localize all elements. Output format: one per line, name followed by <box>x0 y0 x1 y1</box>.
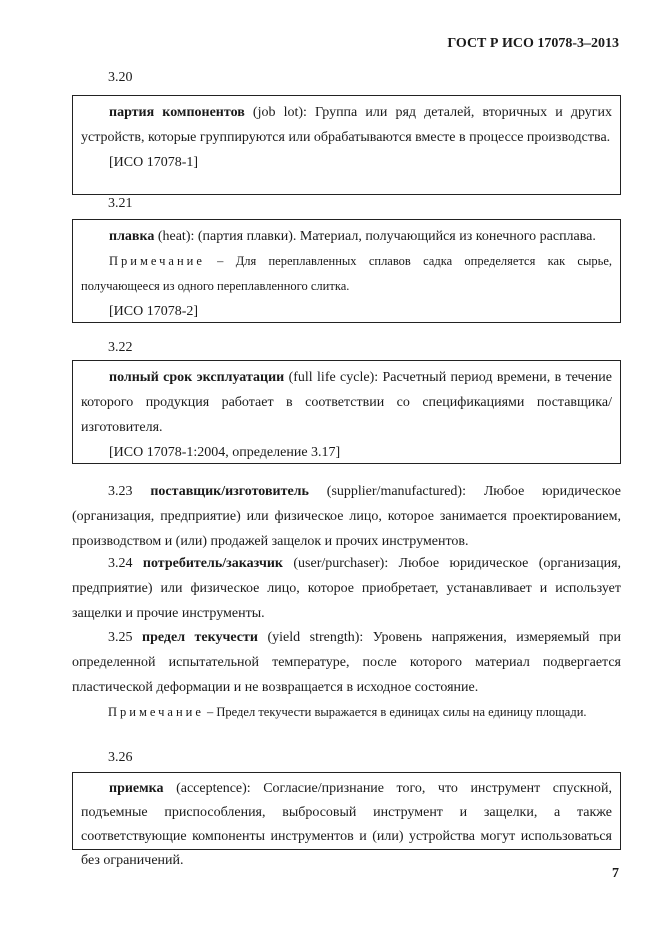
term-box-3-26 <box>72 772 621 868</box>
term-number-3-26: 3.26 <box>108 750 133 765</box>
term-text: (full life cycle): Расчетный период времени, в течение которого продукция работает в соответствии со спецификациями поставщика/изготовителя. <box>81 370 613 435</box>
term-name: предел текучести <box>142 630 258 645</box>
page-number: 7 <box>612 866 619 881</box>
term-paragraph-3-25 <box>72 625 621 700</box>
term-definition <box>81 365 612 440</box>
term-name: плавка <box>109 229 155 244</box>
term-number-3-22: 3.22 <box>108 340 133 355</box>
term-box-3-20 <box>72 95 621 195</box>
term-box-3-22 <box>72 360 621 464</box>
term-name: полный срок эксплуатации <box>109 370 285 385</box>
term-text: (user/purchaser): Любое юридическое (организация, предприятие) или физическое лицо, которое приобретает, устанавливает и использует защелки и прочие инструменты. <box>72 556 622 621</box>
term-number: 3.25 <box>108 630 143 645</box>
note-label: Примечание <box>108 705 204 719</box>
term-name: поставщик/изготовитель <box>150 484 309 499</box>
note-label: Примечание <box>109 254 205 268</box>
term-reference: [ИСО 17078-1] <box>109 155 199 170</box>
term-definition <box>81 100 612 150</box>
term-name: приемка <box>109 781 164 796</box>
term-definition <box>81 777 612 873</box>
term-name: партия компонентов <box>109 105 245 120</box>
term-text: (yield strength): Уровень напряжения, измеряемый при определенной испытательной температуре, после которого материал подвергается пластической деформации и не возвращается в исходное состояние. <box>72 630 622 695</box>
term-paragraph-3-24 <box>72 551 621 626</box>
term-name: потребитель/заказчик <box>142 556 283 571</box>
term-text: (heat): (партия плавки). Материал, получающийся из конечного расплава. <box>154 229 596 244</box>
term-box-3-21 <box>72 219 621 323</box>
term-paragraph-3-23 <box>72 479 621 554</box>
term-number-3-20: 3.20 <box>108 70 133 85</box>
term-number-3-21: 3.21 <box>108 196 133 211</box>
term-note-3-25 <box>72 700 621 725</box>
note-text: – Предел текучести выражается в единицах силы на единицу площади. <box>203 705 587 719</box>
term-number: 3.24 <box>108 556 143 571</box>
note-text: – Для переплавленных сплавов садка определяется как сырье, получающееся из одного переплавленного слитка. <box>81 254 612 293</box>
term-text: (acceptence): Согласие/признание того, что инструмент спускной, подъемные приспособления, выбросовый инструмент и защелки, а также соответствующие компоненты инструментов и (или) устройства могут использоваться без ограничений. <box>81 781 612 868</box>
term-reference: [ИСО 17078-2] <box>109 304 199 319</box>
term-reference: [ИСО 17078-1:2004, определение 3.17] <box>109 445 341 460</box>
term-definition <box>81 224 612 249</box>
term-text: (supplier/manufactured): Любое юридическое (организация, предприятие) или физическое лицо, которое занимается проектированием, производством и (или) продажей защелок и прочих инструментов. <box>72 484 621 549</box>
term-note <box>81 249 612 299</box>
document-header: ГОСТ Р ИСО 17078-3–2013 <box>447 36 619 51</box>
term-number: 3.23 <box>108 484 151 499</box>
term-text: (job lot): Группа или ряд деталей, вторичных и других устройств, которые группируются или обрабатываются вместе в процессе производства. <box>81 105 612 145</box>
